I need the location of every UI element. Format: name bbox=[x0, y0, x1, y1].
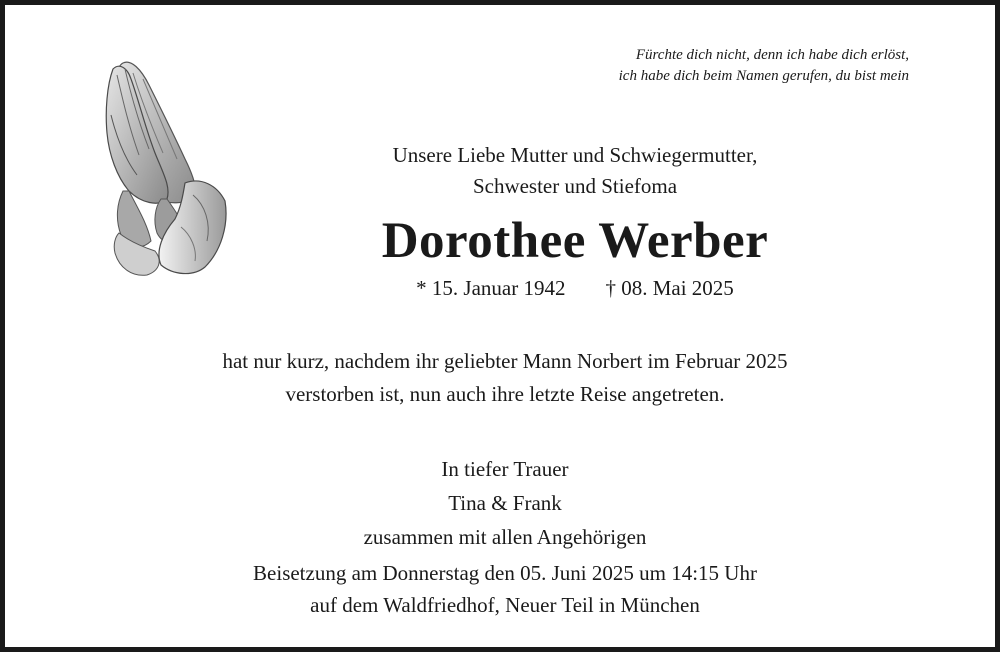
mourners-line-2: Tina & Frank bbox=[448, 491, 562, 515]
mourners-line-1: In tiefer Trauer bbox=[441, 457, 569, 481]
message-text bbox=[55, 345, 955, 411]
life-dates bbox=[275, 273, 875, 303]
deceased-name: Dorothee Werber bbox=[381, 213, 769, 269]
verse-line-2: ich habe dich beim Namen gerufen, du bist mein bbox=[618, 68, 909, 84]
birth-date: * 15. Januar 1942 bbox=[416, 276, 566, 300]
intro-line-1: Unsere Liebe Mutter und Schwiegermutter, bbox=[392, 143, 758, 167]
message-line-1: hat nur kurz, nachdem ihr geliebter Mann Norbert im Februar 2025 bbox=[222, 349, 788, 373]
verse-line-1: Fürchte dich nicht, denn ich habe dich erlöst, bbox=[635, 47, 909, 63]
funeral-line-1: Beisetzung am Donnerstag den 05. Juni 2025 um 14:15 Uhr bbox=[253, 561, 757, 585]
intro-text bbox=[275, 140, 875, 202]
praying-hands-icon bbox=[101, 55, 231, 280]
mourners-line-3: zusammen mit allen Angehörigen bbox=[363, 525, 647, 549]
message-line-2: verstorben ist, nun auch ihre letzte Reise angetreten. bbox=[285, 382, 725, 406]
bible-verse bbox=[389, 45, 909, 87]
funeral-info bbox=[55, 557, 955, 621]
death-date: † 08. Mai 2025 bbox=[605, 276, 734, 300]
funeral-line-2: auf dem Waldfriedhof, Neuer Teil in München bbox=[310, 593, 700, 617]
intro-line-2: Schwester und Stiefoma bbox=[472, 174, 678, 198]
mourners-block bbox=[55, 452, 955, 554]
